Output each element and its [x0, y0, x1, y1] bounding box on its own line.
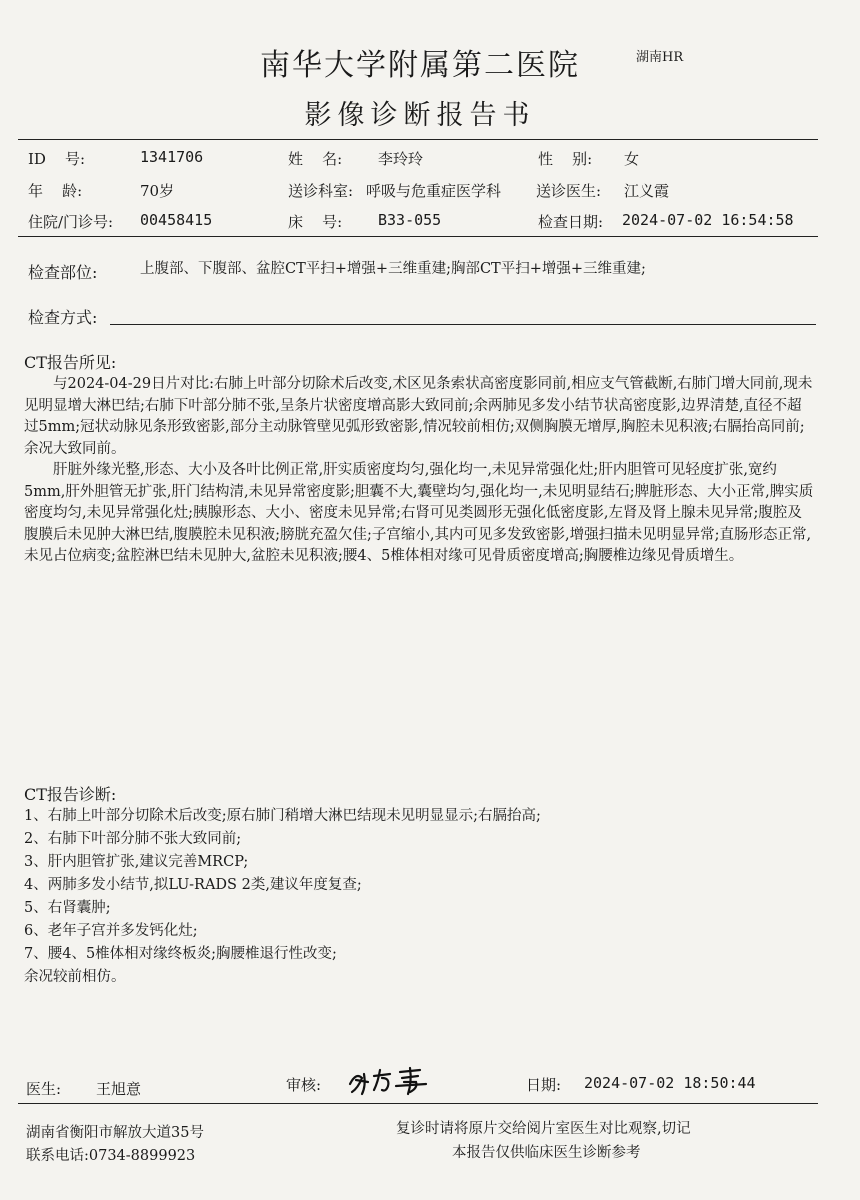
report-date-label: 日期:: [526, 1076, 562, 1094]
exam-part-value: 上腹部、下腹部、盆腔CT平扫+增强+三维重建;胸部CT平扫+增强+三维重建;: [140, 261, 646, 277]
diagnosis-item: 5、右肾囊肿;: [24, 900, 111, 916]
age-label: 年 龄:: [28, 182, 83, 200]
doctor-label: 医生:: [26, 1080, 62, 1098]
divider-method: [110, 324, 816, 325]
visit-number-label: 住院/门诊号:: [28, 213, 114, 231]
doctor-value: 王旭意: [96, 1080, 142, 1098]
hospital-address: 湖南省衡阳市解放大道35号: [26, 1125, 204, 1141]
hospital-name: 南华大学附属第二医院: [260, 48, 580, 83]
exam-date-value: 2024-07-02 16:54:58: [622, 211, 794, 229]
exam-method-label: 检查方式:: [28, 308, 98, 327]
findings-heading: CT报告所见:: [24, 353, 117, 372]
diagnosis-list: [24, 805, 814, 989]
diagnosis-item: 余况较前相仿。: [24, 969, 126, 985]
referring-doctor-value: 江义霞: [624, 182, 670, 200]
dept-value: 呼吸与危重症医学科: [366, 182, 502, 200]
report-date-value: 2024-07-02 18:50:44: [584, 1074, 756, 1092]
sex-value: 女: [624, 150, 640, 168]
bed-label: 床 号:: [288, 213, 343, 231]
divider-top: [18, 139, 818, 140]
notice-line-2: 本报告仅供临床医生诊断参考: [452, 1145, 641, 1161]
name-label: 姓 名:: [288, 150, 343, 168]
dept-label: 送诊科室:: [288, 182, 354, 200]
divider-info: [18, 236, 818, 237]
diagnosis-item: 3、肝内胆管扩张,建议完善MRCP;: [24, 854, 249, 870]
age-value: 70岁: [140, 182, 175, 200]
exam-part-label: 检查部位:: [28, 263, 98, 282]
review-label: 审核:: [286, 1076, 322, 1094]
visit-number-value: 00458415: [140, 211, 213, 229]
sex-label: 性 别:: [538, 150, 593, 168]
divider-footer: [18, 1103, 818, 1104]
findings-paragraph: 与2024-04-29日片对比:右肺上叶部分切除术后改变,术区见条索状高密度影同前,相应支气管截断,右肺门增大同前,现未见明显增大淋巴结;右肺下叶部分肺不张,呈条片状密度增高影大致同前;余两肺见多发小结节状高密度影,边界清楚,直径不超过5mm;冠状动脉见条形致密影,部分主动脉管壁见弧形致密影,情况较前相仿;双侧胸膜无增厚,胸腔未见积液;右膈抬高同前;余况大致同前。: [24, 376, 813, 457]
referring-doctor-label: 送诊医生:: [536, 182, 602, 200]
findings-paragraph: 肝脏外缘光整,形态、大小及各叶比例正常,肝实质密度均匀,强化均一,未见异常强化灶;肝内胆管可见轻度扩张,宽约5mm,肝外胆管无扩张,肝门结构清,未见异常密度影;胆囊不大,囊壁均匀,强化均一,未见明显结石;脾脏形态、大小正常,脾实质密度均匀,未见异常强化灶;胰腺形态、大小、密度未见异常;右肾可见类圆形无强化低密度影,左肾及肾上腺未见异常;腹腔及腹膜后未见肿大淋巴结,腹膜腔未见积液;膀胱充盈欠佳;子宫缩小,其内可见多发致密影,增强扫描未见明显异常;直肠形态正常,未见占位病变;盆腔淋巴结未见肿大,盆腔未见积液;腰4、5椎体相对缘可见骨质密度增高;胸腰椎边缘见骨质增生。: [24, 462, 814, 565]
diagnosis-item: 7、腰4、5椎体相对缘终板炎;胸腰椎退行性改变;: [24, 946, 337, 962]
report-title: 影像诊断报告书: [304, 100, 536, 131]
hospital-phone: 联系电话:0734-8899923: [26, 1148, 196, 1164]
id-label: ID 号:: [28, 150, 86, 168]
diagnosis-item: 1、右肺上叶部分切除术后改变;原右肺门稍增大淋巴结现未见明显显示;右膈抬高;: [24, 808, 541, 824]
name-value: 李玲玲: [378, 150, 424, 168]
diagnosis-item: 4、两肺多发小结节,拟LU-RADS 2类,建议年度复查;: [24, 877, 362, 893]
bed-value: B33-055: [378, 211, 442, 229]
hospital-mark: 湖南HR: [636, 50, 684, 65]
exam-date-label: 检查日期:: [538, 213, 604, 231]
diagnosis-item: 2、右肺下叶部分肺不张大致同前;: [24, 831, 242, 847]
id-value: 1341706: [140, 148, 204, 166]
diagnosis-heading: CT报告诊断:: [24, 785, 117, 804]
reviewer-signature: [346, 1064, 432, 1096]
diagnosis-item: 6、老年子宫并多发钙化灶;: [24, 923, 198, 939]
notice-line-1: 复诊时请将原片交给阅片室医生对比观察,切记: [396, 1121, 691, 1137]
